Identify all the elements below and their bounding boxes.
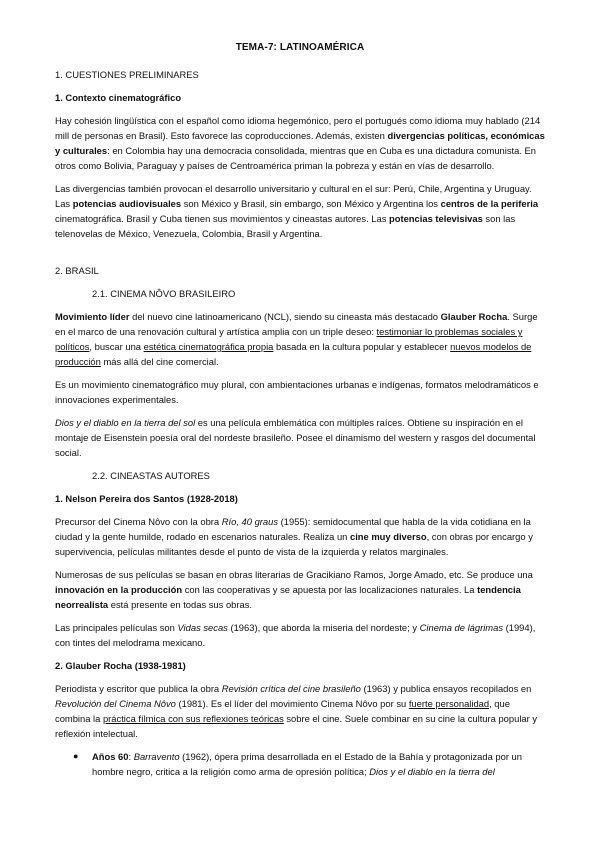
text-run: (1963) y publica ensayos recopilados en xyxy=(360,683,532,694)
text-run: con las cooperativas y se apuesta por las localizaciones naturales. La xyxy=(182,584,478,595)
text-run: Precursor del Cinema Nôvo con la obra xyxy=(55,516,222,527)
text-run: más allá del cine comercial. xyxy=(100,356,219,367)
text-run: Numerosas de sus películas se basan en obras literarias de Gracikiano Ramos, Jorge Amado, etc. Se produce una xyxy=(55,569,533,580)
text-run: , que combina la xyxy=(55,698,510,724)
text-run: Dios y el diablo en la tierra del xyxy=(369,766,495,777)
text-run: potencias audiovisuales xyxy=(72,198,182,209)
text-run: Barravento xyxy=(133,751,180,762)
text-run: cine muy diverso xyxy=(349,531,427,542)
text-run: Revisión crítica del cine brasileño xyxy=(221,683,361,694)
paragraph-glauber-periodista xyxy=(55,681,545,741)
text-run: del nuevo cine latinoamericano (NCL), siendo su cineasta más destacado xyxy=(129,311,441,322)
text-run: Dios y el diablo en la tierra del sol xyxy=(55,417,196,428)
text-run: tendencia neorrealista xyxy=(55,584,521,610)
text-run: cinematográfica. Brasil y Cuba tienen sus movimientos y cineastas autores. Las xyxy=(55,213,390,224)
text-run: : en Colombia hay una democracia consolidada, mientras que en Cuba es una dictadura comunista. En otros como Bolivia, Paraguay y países de Centroamérica priman la pobreza y están en vías de desarrollo. xyxy=(55,145,537,171)
text-run: (1962), ópera prima desarrollada en el Estado de la Bahía y protagonizada por un hombre negro, critica a la religión como arma de opresión política; xyxy=(92,751,522,777)
subheading-contexto: 1. Contexto cinematográfico xyxy=(55,92,182,103)
text-run: Es un movimiento cinematográfico muy plural, con ambientaciones urbanas e indígenas, formatos melodramáticos e innovaciones experimentales. xyxy=(55,379,539,405)
text-run: Movimiento líder xyxy=(55,311,130,322)
bullet-list xyxy=(55,749,545,779)
paragraph-plural xyxy=(55,377,545,407)
text-run: Las principales películas son xyxy=(55,622,178,633)
text-run: (1994), con tintes del melodrama mexicano. xyxy=(55,622,536,648)
text-run: , con obras por encargo y supervivencia, películas militantes desde el punto de vista de la izquierda y relatos marginales. xyxy=(55,531,533,557)
subheading-cinema-novo: 2.1. CINEMA NÔVO BRASILEIRO xyxy=(92,288,236,299)
text-run: sobre el cine. Suele combinar en su cine la cultura popular y reflexión intelectual. xyxy=(55,713,538,739)
text-run: práctica fílmica con sus reflexiones teóricas xyxy=(102,713,284,724)
text-run: son México y Brasil, sin embargo, son México y Argentina los xyxy=(181,198,441,209)
paragraph-divergencias xyxy=(55,181,545,241)
subheading-nelson: 1. Nelson Pereira dos Santos (1928-2018) xyxy=(55,493,238,504)
paragraph-dios-diablo xyxy=(55,415,545,460)
list-item-text xyxy=(92,751,522,777)
text-run: Años 60 xyxy=(92,751,129,762)
paragraph-cohesion xyxy=(55,113,545,173)
paragraph-nelson-peliculas xyxy=(55,620,545,650)
text-run: está presente en todas sus obras. xyxy=(108,599,252,610)
document-title: TEMA-7: LATINOAMÉRICA xyxy=(235,42,365,53)
text-run: Vidas secas xyxy=(177,622,228,633)
list-item xyxy=(73,749,545,779)
text-run: innovación en la producción xyxy=(55,584,183,595)
text-run: Revolución del Cinema Nôvo xyxy=(55,698,176,709)
section-heading-cuestiones: 1. CUESTIONES PRELIMINARES xyxy=(55,69,199,80)
text-run: testimoniar lo problemas sociales y políticos xyxy=(55,326,523,352)
text-run: nuevos modelos de producción xyxy=(55,341,532,367)
text-run: divergencias políticas, económicas y culturales xyxy=(55,130,545,156)
text-run: potencias televisivas xyxy=(389,213,483,224)
text-run: es una película emblemática con múltiples raíces. Obtiene su inspiración en el montaje de Eisenstein poesía oral del nordeste brasileño. Posee el dinamismo del western y rasgos del documental social. xyxy=(55,417,536,458)
section-heading-brasil: 2. BRASIL xyxy=(55,265,99,276)
text-run: (1981). Es el líder del movimiento Cinema Nôvo por su xyxy=(175,698,409,709)
text-run: Cinema de lágrimas xyxy=(419,622,504,633)
paragraph-movimiento-lider xyxy=(55,309,545,369)
text-run: Las divergencias también provocan el desarrollo universitario y cultural en el sur: Perú, Chile, Argentina y Uruguay. Las xyxy=(55,183,532,209)
text-run: (1955): semidocumental que habla de la vida cotidiana en la ciudad y la gente humilde, rodado en escenarios naturales. Realiza un xyxy=(55,516,531,542)
text-run: centros de la periferia xyxy=(440,198,539,209)
text-run: , buscar una xyxy=(89,341,144,352)
paragraph-nelson-precursor xyxy=(55,514,545,559)
paragraph-nelson-literarias xyxy=(55,567,545,612)
subheading-cineastas-autores: 2.2. CINEASTAS AUTORES xyxy=(92,470,210,481)
bullet-icon: ● xyxy=(73,751,79,761)
text-run: Río, 40 graus xyxy=(221,516,279,527)
text-run: : xyxy=(128,751,134,762)
text-run: basada en la cultura popular y establecer xyxy=(273,341,451,352)
text-run: estética cinematográfica propia xyxy=(143,341,274,352)
text-run: . Surge en el marco de una renovación cultural y artística amplia con un triple deseo: xyxy=(55,311,538,337)
document-page xyxy=(55,40,545,779)
subheading-glauber: 2. Glauber Rocha (1938-1981) xyxy=(55,660,186,671)
text-run: fuerte personalidad xyxy=(408,698,490,709)
text-run: son las telenovelas de México, Venezuela, Colombia, Brasil y Argentina. xyxy=(55,213,516,239)
text-run: (1963), que aborda la miseria del nordeste; y xyxy=(227,622,420,633)
text-run: Periodista y escritor que publica la obra xyxy=(55,683,222,694)
text-run: Hay cohesión lingüística con el español como idioma hegemónico, pero el portugués como idioma muy hablado (214 mill de personas en Brasil). Esto favorece las coproducciones. Además, existen xyxy=(55,115,541,141)
text-run: Glauber Rocha xyxy=(440,311,508,322)
